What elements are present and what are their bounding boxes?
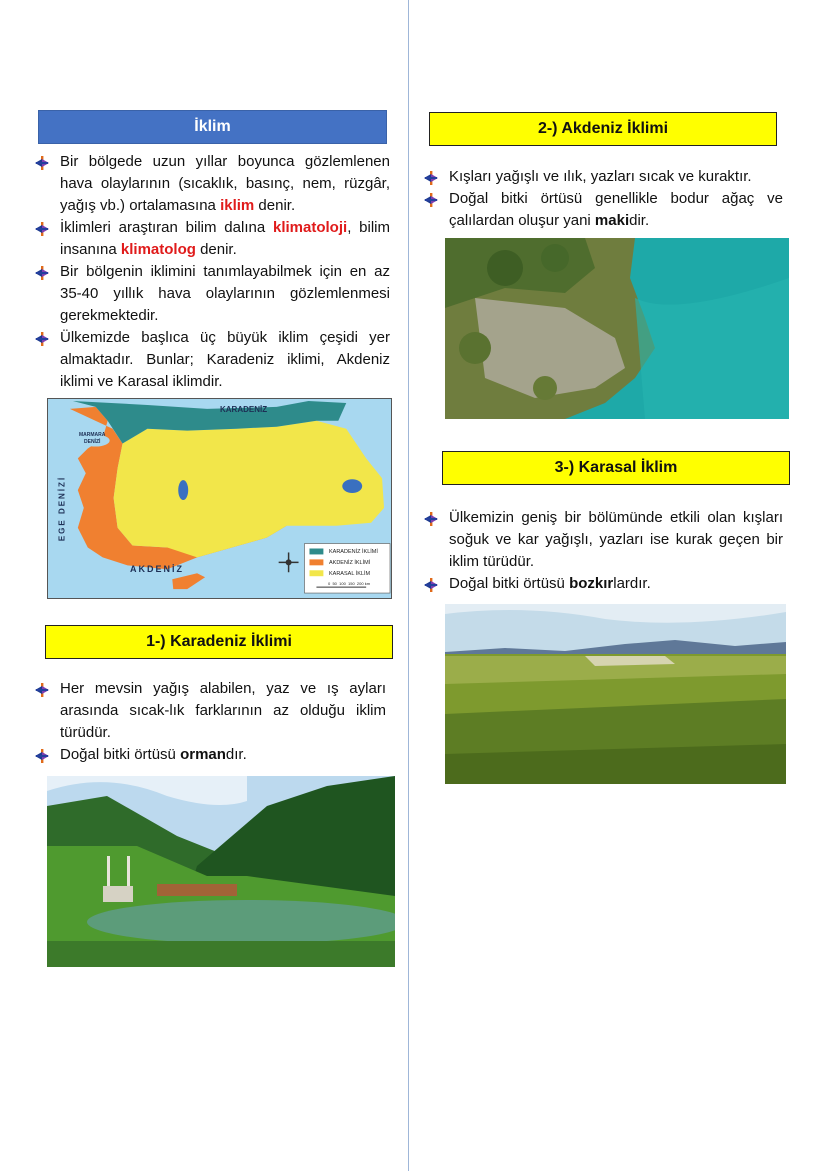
bullet-arrow-icon	[34, 221, 50, 237]
list-item: Bir bölgede uzun yıllar boyunca gözlemlenen hava olaylarının (sıcaklık, basınç, nem, rüzgâr, yağış vb.) ortalamasına iklim denir.	[34, 151, 390, 217]
map-label-akdeniz: AKDENİZ	[130, 564, 184, 574]
karadeniz-forest-photo	[47, 776, 395, 967]
column-divider	[408, 0, 409, 1171]
map-label-karadeniz: KARADENİZ	[220, 405, 268, 414]
list-item: Doğal bitki örtüsü bozkırlardır.	[423, 573, 783, 595]
bullet-arrow-icon	[34, 265, 50, 281]
turkey-climate-map	[47, 398, 392, 599]
list-item: Doğal bitki örtüsü ormandır.	[34, 744, 386, 766]
karadeniz-bullet-list	[34, 678, 386, 766]
list-item: Doğal bitki örtüsü genellikle bodur ağaç ve çalılardan oluşur yani makidir.	[423, 188, 783, 232]
akdeniz-bullet-list	[423, 166, 783, 232]
bullet-arrow-icon	[34, 155, 50, 171]
list-item: Ülkemizde başlıca üç büyük iklim çeşidi yer almaktadır. Bunlar; Karadeniz iklimi, Akdeniz iklimi ve Karasal iklimdir.	[34, 327, 390, 393]
list-item: Ülkemizin geniş bir bölümünde etkili olan kışları soğuk ve kar yağışlı, yazları ise kurak geçen bir iklim türüdür.	[423, 507, 783, 573]
legend-label-akdeniz: AKDENİZ İKLİMİ	[329, 560, 371, 566]
tuz-lake	[178, 480, 188, 500]
list-item: Kışları yağışlı ve ılık, yazları sıcak ve kuraktır.	[423, 166, 783, 188]
bullet-arrow-icon	[423, 192, 439, 208]
list-item: Bir bölgenin iklimini tanımlayabilmek için en az 35-40 yıllık hava olaylarının gözlemlenmesi gerekmektedir.	[34, 261, 390, 327]
list-item: İklimleri araştıran bilim dalına klimatoloji, bilim insanına klimatolog denir.	[34, 217, 390, 261]
karasal-bullet-list	[423, 507, 783, 595]
iklim-bullet-list	[34, 151, 390, 393]
map-label-ege: EGE DENİZİ	[57, 475, 67, 542]
map-label-marmara-2: DENİZİ	[84, 439, 101, 445]
list-item: Her mevsin yağış alabilen, yaz ve ış ayları arasında sıcak-lık farklarının az olduğu iklim türüdür.	[34, 678, 386, 744]
bullet-arrow-icon	[34, 682, 50, 698]
bullet-arrow-icon	[34, 748, 50, 764]
bullet-arrow-icon	[423, 170, 439, 186]
legend-label-karadeniz: KARADENİZ İKLİMİ	[329, 549, 378, 555]
legend-label-karasal: KARASAL İKLİM	[329, 571, 371, 577]
legend-swatch-karadeniz	[309, 548, 323, 554]
bullet-arrow-icon	[423, 577, 439, 593]
van-lake	[342, 479, 362, 493]
karasal-title: 3-) Karasal İklim	[442, 451, 790, 485]
akdeniz-title: 2-) Akdeniz İklimi	[429, 112, 777, 146]
iklim-title: İklim	[38, 110, 387, 144]
legend-scale-label: 0 50 100 150 200 km	[328, 581, 371, 586]
akdeniz-maki-photo	[445, 238, 789, 419]
bullet-arrow-icon	[423, 511, 439, 527]
legend-swatch-akdeniz	[309, 559, 323, 565]
bullet-arrow-icon	[34, 331, 50, 347]
map-label-marmara: MARMARA	[79, 432, 106, 438]
legend-swatch-karasal	[309, 570, 323, 576]
karadeniz-title: 1-) Karadeniz İklimi	[45, 625, 393, 659]
karasal-steppe-photo	[445, 604, 786, 784]
